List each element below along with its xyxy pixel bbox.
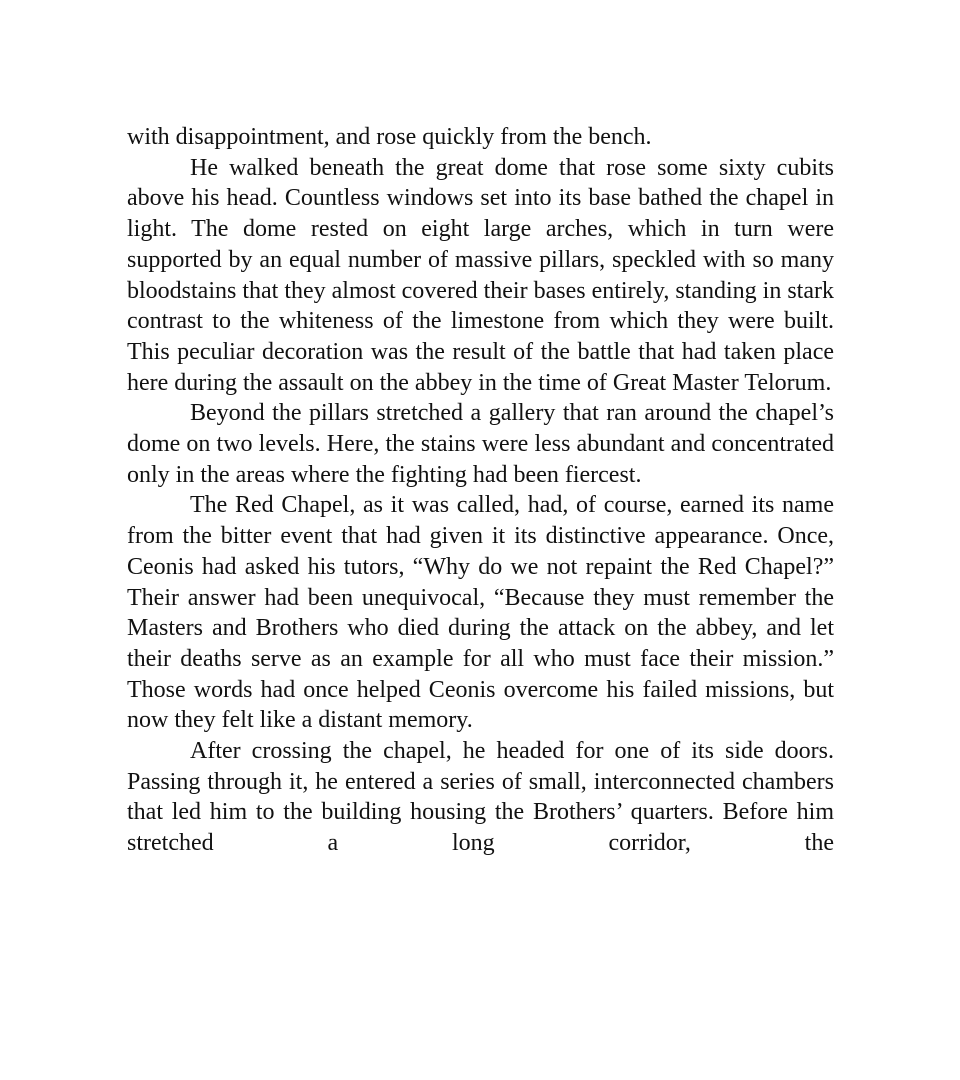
paragraph-side-doors: After crossing the chapel, he headed for one of its side doors. Passing through it, he entered a series of small, interconnected chambers that led him to the building housing the Brothers’ quarters. Before him stretched a long corridor, the — [127, 738, 834, 857]
paragraph-continuation: with disappointment, and rose quickly from the bench. — [127, 124, 652, 150]
book-page — [127, 122, 834, 859]
paragraph-dome: He walked beneath the great dome that rose some sixty cubits above his head. Countless windows set into its base bathed the chapel in light. The dome rested on eight large arches, which in turn were supported by an equal number of massive pillars, speckled with so many bloodstains that they almost covered their bases entirely, standing in stark contrast to the whiteness of the limestone from which they were built. This peculiar decoration was the result of the battle that had taken place here during the assault on the abbey in the time of Great Master Telorum. — [127, 154, 834, 396]
paragraph-gallery: Beyond the pillars stretched a gallery that ran around the chapel’s dome on two levels. Here, the stains were less abundant and concentrated only in the areas where the fighting had been fiercest. — [127, 400, 834, 488]
paragraph-red-chapel: The Red Chapel, as it was called, had, of course, earned its name from the bitter event that had given it its distinctive appearance. Once, Ceonis had asked his tutors, “Why do we not repaint the Red Chapel?” Their answer had been unequivocal, “Because they must remember the Masters and Brothers who died during the attack on the abbey, and let their deaths serve as an example for all who must face their mission.” Those words had once helped Ceonis overcome his failed missions, but now they felt like a distant memory. — [127, 492, 834, 734]
